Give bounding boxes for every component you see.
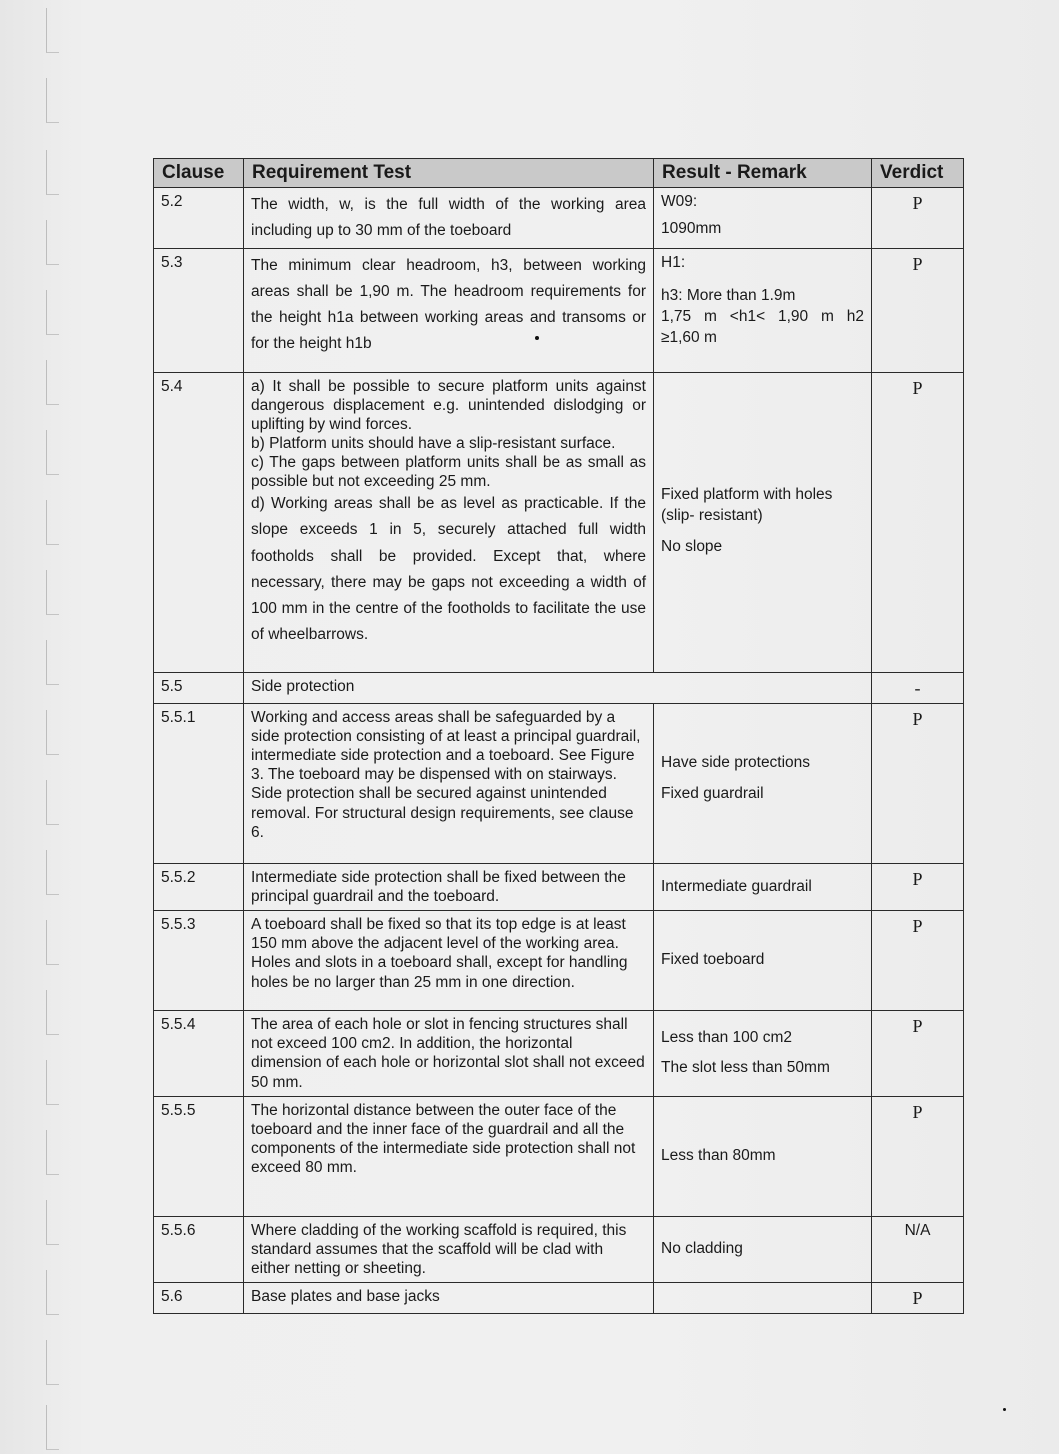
binder-hole-mark xyxy=(46,1405,59,1450)
result-line: 1,75 m <h1< 1,90 m h2 ≥1,60 m xyxy=(661,307,864,346)
verdict-cell: P xyxy=(872,188,964,249)
binder-hole-mark xyxy=(46,78,59,123)
clause-cell: 5.4 xyxy=(154,373,244,673)
verdict-cell: P xyxy=(872,1096,964,1216)
table-row xyxy=(154,1282,964,1313)
result-line: Less than 100 cm2 xyxy=(661,1028,792,1046)
clause-cell: 5.5.4 xyxy=(154,1011,244,1096)
table-row xyxy=(154,1011,964,1096)
header-clause: Clause xyxy=(154,159,244,188)
clause-cell: 5.5.1 xyxy=(154,704,244,864)
result-cell: Fixed toeboard xyxy=(654,911,872,1011)
result-cell: Intermediate guardrail xyxy=(654,864,872,911)
requirement-cell: Where cladding of the working scaffold is required, this standard assumes that the scaffold will be clad with either netting or sheeting. xyxy=(244,1216,654,1282)
binder-hole-mark xyxy=(46,920,59,965)
requirement-cell xyxy=(244,373,654,673)
requirement-cell: Working and access areas shall be safeguarded by a side protection consisting of at least a principal guardrail, intermediate side protection and a toeboard. See Figure 3. The toeboard may be dispensed with on stairways. Side protection shall be secured against unintended removal. For structural design requirements, see clause 6. xyxy=(244,704,654,864)
result-cell xyxy=(654,1282,872,1313)
binder-hole-mark xyxy=(46,500,59,545)
binder-hole-mark xyxy=(46,290,59,335)
clause-cell: 5.5.2 xyxy=(154,864,244,911)
result-line: Have side protections xyxy=(661,753,811,771)
result-cell: No cladding xyxy=(654,1216,872,1282)
result-cell xyxy=(654,1011,872,1096)
table-row xyxy=(154,1096,964,1216)
requirement-cell: A toeboard shall be fixed so that its top edge is at least 150 mm above the adjacent level of the working area. Holes and slots in a toeboard shall, except for handling holes be no larger than 25 mm in one direction. xyxy=(244,911,654,1011)
verdict-cell: P xyxy=(872,1282,964,1313)
requirement-cell: The width, w, is the full width of the working area including up to 30 mm of the toeboard xyxy=(244,188,654,249)
table-row xyxy=(154,1216,964,1282)
verdict-cell: P xyxy=(872,1011,964,1096)
requirement-cell: The minimum clear headroom, h3, between working areas shall be 1,90 m. The headroom requirements for the height h1a between working areas and transoms or for the height h1b xyxy=(244,249,654,373)
clause-cell: 5.5.3 xyxy=(154,911,244,1011)
table-row xyxy=(154,704,964,864)
header-verdict: Verdict xyxy=(872,159,964,188)
binder-hole-mark xyxy=(46,1270,59,1315)
binder-hole-mark xyxy=(46,1060,59,1105)
result-line: 1090mm xyxy=(661,219,722,237)
table-row xyxy=(154,249,964,373)
requirement-cell: Base plates and base jacks xyxy=(244,1282,654,1313)
verdict-cell: P xyxy=(872,911,964,1011)
requirement-cell: Intermediate side protection shall be fixed between the principal guardrail and the toeboard. xyxy=(244,864,654,911)
result-cell xyxy=(654,704,872,864)
test-report-table xyxy=(153,158,964,1314)
table-row xyxy=(154,188,964,249)
clause-cell: 5.5.6 xyxy=(154,1216,244,1282)
binder-hole-mark xyxy=(46,8,59,53)
verdict-cell: P xyxy=(872,704,964,864)
binder-hole-mark xyxy=(46,1130,59,1175)
requirement-part: a) It shall be possible to secure platform units against dangerous displacement e.g. unintended dislodging or uplifting by wind forces. xyxy=(251,378,646,434)
binder-hole-mark xyxy=(46,1340,59,1385)
clause-cell: 5.6 xyxy=(154,1282,244,1313)
verdict-cell: P xyxy=(872,373,964,673)
table-row xyxy=(154,373,964,673)
clause-cell: 5.3 xyxy=(154,249,244,373)
binder-hole-mark xyxy=(46,1200,59,1245)
verdict-cell: P xyxy=(872,864,964,911)
table-header-row xyxy=(154,159,964,188)
binder-hole-mark xyxy=(46,850,59,895)
result-line: Fixed platform with holes (slip- resistant) xyxy=(661,486,833,524)
scan-speck xyxy=(535,336,539,340)
verdict-cell: - xyxy=(872,673,964,704)
clause-cell: 5.2 xyxy=(154,188,244,249)
binder-hole-mark xyxy=(46,150,59,195)
requirement-part: d) Working areas shall be as level as practicable. If the slope exceeds 1 in 5, securely attached full width footholds shall be provided. Except that, where necessary, there may be gaps not exceeding a width of 100 mm in the centre of the footholds to facilitate the use of wheelbarrows. xyxy=(251,495,646,643)
result-cell xyxy=(654,373,872,673)
result-cell: Less than 80mm xyxy=(654,1096,872,1216)
binder-hole-mark xyxy=(46,990,59,1035)
verdict-cell: P xyxy=(872,249,964,373)
result-line: h3: More than 1.9m xyxy=(661,286,796,304)
header-result: Result - Remark xyxy=(654,159,872,188)
binder-hole-mark xyxy=(46,780,59,825)
clause-cell: 5.5.5 xyxy=(154,1096,244,1216)
binder-hole-mark xyxy=(46,220,59,265)
result-line: H1: xyxy=(661,254,686,272)
result-line: W09: xyxy=(661,193,698,210)
table-row xyxy=(154,911,964,1011)
binder-hole-mark xyxy=(46,430,59,475)
table-row xyxy=(154,673,964,704)
binder-hole-mark xyxy=(46,570,59,615)
scan-speck xyxy=(1003,1408,1006,1411)
header-requirement: Requirement Test xyxy=(244,159,654,188)
binder-hole-mark xyxy=(46,710,59,755)
requirement-part: c) The gaps between platform units shall be as small as possible but not exceeding 25 mm. xyxy=(251,454,646,491)
result-line: Fixed guardrail xyxy=(661,784,764,802)
result-cell xyxy=(654,249,872,373)
result-line: The slot less than 50mm xyxy=(661,1059,830,1077)
verdict-cell: N/A xyxy=(872,1216,964,1282)
binder-hole-mark xyxy=(46,360,59,405)
result-line: No slope xyxy=(661,537,723,555)
requirement-part: b) Platform units should have a slip-resistant surface. xyxy=(251,435,616,453)
table-row xyxy=(154,864,964,911)
result-cell xyxy=(654,188,872,249)
requirement-cell: The area of each hole or slot in fencing structures shall not exceed 100 cm2. In addition, the horizontal dimension of each hole or horizontal slot shall not exceed 50 mm. xyxy=(244,1011,654,1096)
requirement-cell: The horizontal distance between the outer face of the toeboard and the inner face of the guardrail and all the components of the intermediate side protection shall not exceed 80 mm. xyxy=(244,1096,654,1216)
clause-cell: 5.5 xyxy=(154,673,244,704)
binder-hole-mark xyxy=(46,640,59,685)
requirement-cell: Side protection xyxy=(244,673,872,704)
